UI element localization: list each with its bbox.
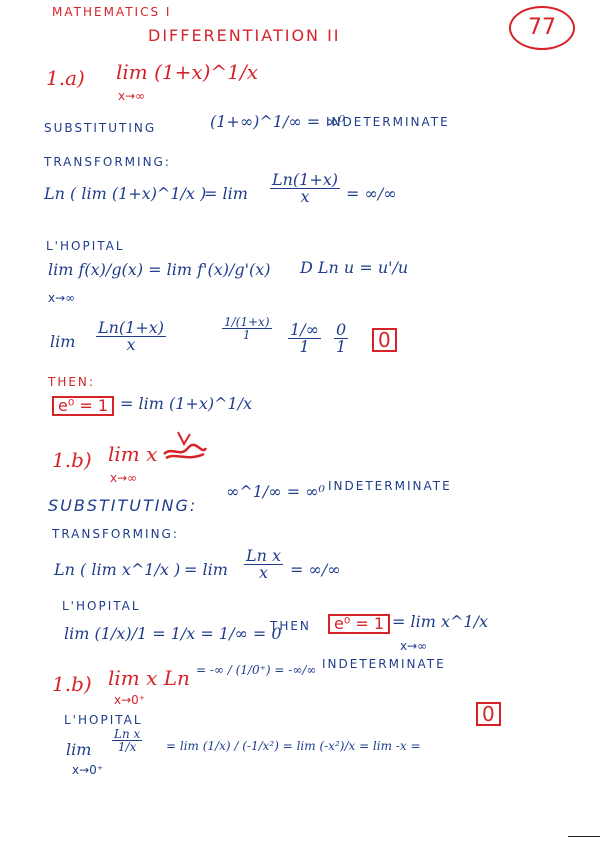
problem-1b-lhopital-calc: lim (1/x)/1 = 1/x = 1/∞ = 0 (64, 624, 282, 643)
problem-1a-then-boxed: e⁰ = 1 (52, 396, 114, 416)
hop-calc-r2-frac (334, 322, 348, 355)
problem-1b-transforming-label: TRANSFORMING: (52, 527, 179, 541)
problem-1a-label: 1.a) (46, 66, 85, 90)
problem-1a-limit: lim (1+x)^1/x (116, 60, 258, 84)
problem-1a-transform-lim: = lim (204, 184, 248, 203)
problem-1b2-label: 1.b) (52, 672, 92, 696)
hop-calc-den: x (126, 335, 136, 354)
problem-1a-lhopital-label: L'HOPITAL (46, 239, 125, 253)
problem-1a-transforming-label: TRANSFORMING: (44, 155, 171, 169)
problem-1b-then-label: THEN (270, 619, 311, 633)
topic-title: DIFFERENTIATION II (148, 26, 341, 45)
problem-1b2-limit: lim x Ln (108, 666, 190, 690)
problem-1b2-hop-frac (112, 728, 142, 753)
problem-1a-substituting-expr: (1+∞)^1/∞ = ∞⁰ (210, 112, 346, 131)
problem-1b-indeterminate: INDETERMINATE (328, 479, 452, 493)
page-edge-line (568, 836, 600, 837)
problem-1b-transform-rhs: = ∞/∞ (290, 560, 341, 579)
problem-1a-boxed-result: 0 (372, 328, 397, 352)
problem-1a-transform-rhs: = ∞/∞ (346, 184, 397, 203)
problem-1b-transform-lim: = lim (184, 560, 228, 579)
problem-1b2-eval: = -∞ / (1/0⁺) = -∞/∞ (196, 663, 317, 677)
problem-1b-transform-frac (244, 548, 283, 581)
hop-calc-mid-den: 1 (242, 328, 251, 342)
hop-calc-lim: lim (50, 332, 76, 351)
problem-1b-transform-lhs: Ln ( lim x^1/x ) (54, 560, 181, 579)
problem-1b2-limit-sub: x→0⁺ (114, 693, 146, 707)
problem-1a-indeterminate: INDETERMINATE (326, 115, 450, 129)
hop-calc-r1-num: 1/∞ (290, 320, 319, 339)
problem-1b2-hop-chain: = lim (1/x) / (-1/x²) = lim (-x²)/x = lim -x = (166, 739, 421, 753)
problem-1a-limit-sub: x→∞ (118, 89, 146, 103)
hop-calc-frac (96, 320, 166, 353)
problem-1b-then-boxed: e⁰ = 1 (328, 614, 390, 634)
problem-1b2-hop-lim: lim (66, 740, 92, 759)
problem-1b-then-rest: = lim x^1/x (392, 612, 489, 631)
problem-1a-transform-frac (270, 172, 340, 205)
transform-numerator: Ln(1+x) (272, 170, 339, 189)
hop-1b2-den: 1/x (117, 740, 137, 754)
problem-1b-substituting-label: SUBSTITUTING: (48, 496, 198, 515)
hop-calc-mid-num: 1/(1+x) (224, 315, 270, 329)
problem-1b-label: 1.b) (52, 448, 92, 472)
lhopital-rule-sub: x→∞ (48, 291, 76, 305)
problem-1b-limit-sub: x→∞ (110, 471, 138, 485)
lhopital-rule: lim f(x)/g(x) = lim f'(x)/g'(x) (48, 260, 271, 279)
hop-calc-num: Ln(1+x) (98, 318, 165, 337)
derivative-log-rule: D Ln u = u'/u (300, 258, 409, 277)
problem-1b-limit: lim x (108, 442, 158, 466)
hop-calc-r1-den: 1 (299, 337, 310, 356)
hop-calc-mid-frac (222, 316, 272, 341)
page-number: 77 (509, 6, 575, 50)
hop-1b2-num: Ln x (114, 727, 141, 741)
problem-1a-transform-lhs: Ln ( lim (1+x)^1/x ) (44, 184, 207, 203)
hop-calc-r2-den: 1 (336, 337, 347, 356)
transform-denominator: x (300, 187, 310, 206)
problem-1a-then-rest: = lim (1+x)^1/x (120, 394, 253, 413)
problem-1a-then-label: THEN: (48, 375, 95, 389)
problem-1b2-lhopital-label: L'HOPITAL (64, 713, 143, 727)
problem-1b2-hop-sub: x→0⁺ (72, 763, 104, 777)
problem-1a-substituting-label: SUBSTITUTING (44, 121, 157, 135)
problem-1b2-boxed-result: 0 (476, 702, 501, 726)
scribble-icon (160, 428, 210, 464)
subject-title: MATHEMATICS I (52, 5, 172, 19)
transform-1b-numerator: Ln x (246, 546, 282, 565)
transform-1b-denominator: x (259, 563, 269, 582)
problem-1b-substituting-expr: ∞^1/∞ = ∞⁰ (226, 482, 325, 501)
hop-calc-r2-num: 0 (336, 320, 347, 339)
problem-1b-lhopital-label: L'HOPITAL (62, 599, 141, 613)
problem-1b-then-sub: x→∞ (400, 639, 428, 653)
hop-calc-r1-frac (288, 322, 321, 355)
problem-1b2-indeterminate: INDETERMINATE (322, 657, 446, 671)
